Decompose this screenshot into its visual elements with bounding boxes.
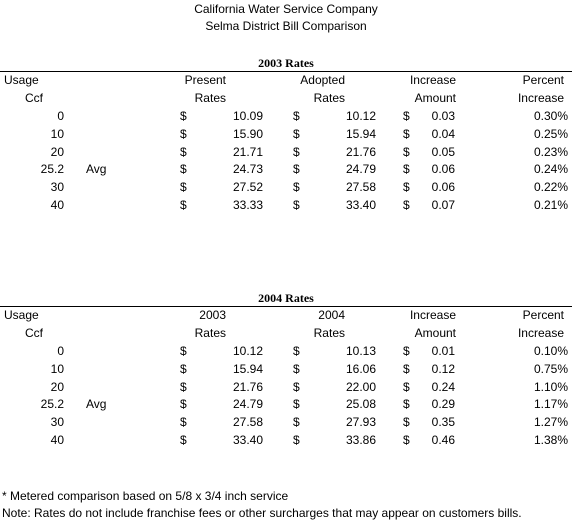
row-usage: 30 [50,180,64,194]
currency-symbol: $ [293,397,300,411]
header-col4: Percent [522,308,564,322]
row-col1-value: 33.33 [232,198,263,212]
currency-symbol: $ [403,397,410,411]
row-col3-value: 0.05 [431,145,455,159]
currency-symbol: $ [180,180,187,194]
currency-symbol: $ [293,380,300,394]
currency-symbol: $ [403,109,410,123]
footnote-note: Note: Rates do not include franchise fees or other surcharges that may appear on customers bills. [2,506,522,520]
currency-symbol: $ [403,127,410,141]
row-col2-value: 25.08 [345,397,376,411]
table-title: 2003 Rates [258,56,314,70]
row-note: Avg [86,397,107,411]
row-col1-value: 33.40 [232,433,263,447]
row-col3-value: 0.06 [431,180,455,194]
currency-symbol: $ [293,162,300,176]
row-col1-value: 24.73 [232,162,263,176]
row-col1-value: 24.79 [232,397,263,411]
page-subtitle: Selma District Bill Comparison [205,19,367,33]
currency-symbol: $ [180,380,187,394]
header-ccf: Ccf [25,326,43,340]
header-col1-sub: Rates [194,326,226,340]
row-percent: 0.21% [533,198,568,212]
row-col2-value: 10.13 [345,344,376,358]
row-col2-value: 27.93 [345,415,376,429]
currency-symbol: $ [403,415,410,429]
header-col4-sub: Increase [517,326,564,340]
currency-symbol: $ [403,344,410,358]
row-percent: 1.27% [533,415,568,429]
currency-symbol: $ [403,380,410,394]
currency-symbol: $ [180,162,187,176]
currency-symbol: $ [180,109,187,123]
currency-symbol: $ [403,362,410,376]
currency-symbol: $ [293,180,300,194]
row-usage: 10 [50,127,64,141]
row-col3-value: 0.29 [431,397,455,411]
row-col3-value: 0.03 [431,109,455,123]
currency-symbol: $ [293,127,300,141]
currency-symbol: $ [293,198,300,212]
row-col1-value: 27.52 [232,180,263,194]
currency-symbol: $ [180,433,187,447]
row-usage: 20 [50,145,64,159]
currency-symbol: $ [293,362,300,376]
table-top-rule [0,306,572,307]
currency-symbol: $ [180,362,187,376]
row-col1-value: 15.94 [232,362,263,376]
row-usage: 0 [57,344,64,358]
row-col3-value: 0.24 [431,380,455,394]
row-col2-value: 16.06 [345,362,376,376]
row-col3-value: 0.06 [431,162,455,176]
header-ccf: Ccf [25,91,43,105]
row-usage: 40 [50,198,64,212]
row-col3-value: 0.35 [431,415,455,429]
row-col2-value: 22.00 [345,380,376,394]
row-usage: 30 [50,415,64,429]
row-percent: 0.30% [533,109,568,123]
row-col3-value: 0.04 [431,127,455,141]
table-title: 2004 Rates [258,291,314,305]
row-percent: 1.10% [533,380,568,394]
header-col2: 2004 [318,308,345,322]
currency-symbol: $ [180,397,187,411]
row-col3-value: 0.07 [431,198,455,212]
currency-symbol: $ [403,145,410,159]
currency-symbol: $ [403,198,410,212]
footnote-metered: * Metered comparison based on 5/8 x 3/4 inch service [2,489,289,503]
row-usage: 20 [50,380,64,394]
currency-symbol: $ [180,415,187,429]
header-usage: Usage [4,308,39,322]
row-note: Avg [86,162,107,176]
header-usage: Usage [4,73,39,87]
row-percent: 0.25% [533,127,568,141]
currency-symbol: $ [180,344,187,358]
row-col1-value: 27.58 [232,415,263,429]
row-usage: 25.2 [40,397,64,411]
row-col1-value: 21.76 [232,380,263,394]
row-col2-value: 21.76 [345,145,376,159]
row-col3-value: 0.12 [431,362,455,376]
currency-symbol: $ [293,109,300,123]
header-col2-sub: Rates [313,326,345,340]
header-col3: Increase [409,308,456,322]
row-usage: 25.2 [40,162,64,176]
row-usage: 10 [50,362,64,376]
header-col3-sub: Amount [414,91,456,105]
header-col4-sub: Increase [517,91,564,105]
company-title: California Water Service Company [194,2,378,16]
row-percent: 1.38% [533,433,568,447]
row-percent: 0.24% [533,162,568,176]
currency-symbol: $ [180,198,187,212]
currency-symbol: $ [293,344,300,358]
row-col1-value: 10.12 [232,344,263,358]
currency-symbol: $ [403,162,410,176]
header-col1: 2003 [199,308,226,322]
row-percent: 1.17% [533,397,568,411]
row-col3-value: 0.01 [431,344,455,358]
currency-symbol: $ [293,415,300,429]
currency-symbol: $ [293,145,300,159]
table-top-rule [0,71,572,72]
row-col1-value: 21.71 [232,145,263,159]
row-percent: 0.22% [533,180,568,194]
currency-symbol: $ [293,433,300,447]
row-col2-value: 33.86 [345,433,376,447]
header-col2: Adopted [300,73,345,87]
row-percent: 0.75% [533,362,568,376]
row-col3-value: 0.46 [431,433,455,447]
row-percent: 0.23% [533,145,568,159]
header-col3: Increase [409,73,456,87]
row-percent: 0.10% [533,344,568,358]
row-col2-value: 10.12 [345,109,376,123]
row-col2-value: 24.79 [345,162,376,176]
currency-symbol: $ [403,180,410,194]
row-col2-value: 33.40 [345,198,376,212]
row-usage: 0 [57,109,64,123]
header-col2-sub: Rates [313,91,345,105]
header-col1-sub: Rates [194,91,226,105]
row-usage: 40 [50,433,64,447]
currency-symbol: $ [180,145,187,159]
row-col1-value: 10.09 [232,109,263,123]
header-col1: Present [184,73,226,87]
row-col2-value: 15.94 [345,127,376,141]
currency-symbol: $ [403,433,410,447]
header-col4: Percent [522,73,564,87]
row-col2-value: 27.58 [345,180,376,194]
row-col1-value: 15.90 [232,127,263,141]
currency-symbol: $ [180,127,187,141]
header-col3-sub: Amount [414,326,456,340]
